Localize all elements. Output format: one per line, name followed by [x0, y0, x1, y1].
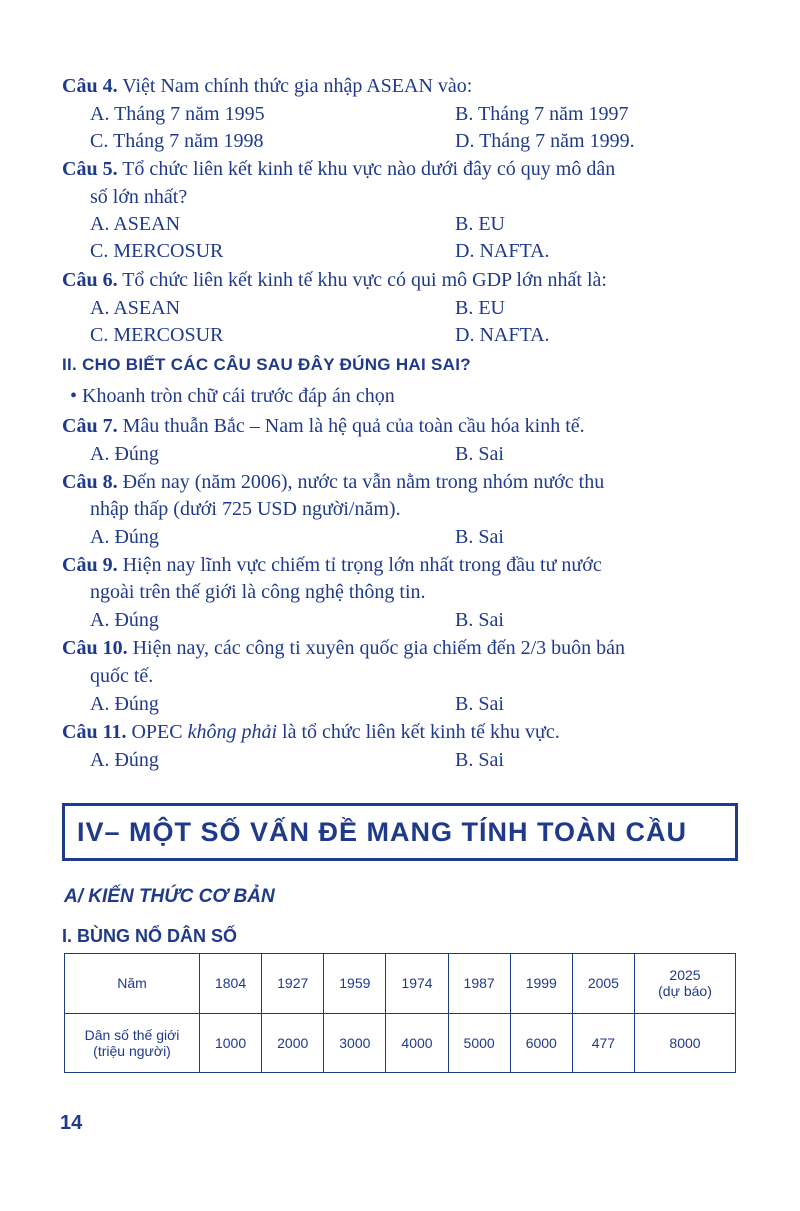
table-row-population: [65, 1013, 736, 1073]
q8-stem: Câu 8. Đến nay (năm 2006), nước ta vẫn nằm trong nhóm nước thu: [62, 471, 605, 493]
q4-option-c: C. Tháng 7 năm 1998: [90, 130, 264, 152]
q8-stem-cont: nhập thấp (dưới 725 USD người/năm).: [90, 498, 401, 520]
table-header-population: Dân số thế giới (triệu người): [65, 1013, 200, 1073]
table-cell-population: 4000: [386, 1013, 448, 1073]
table-cell-population: 8000: [634, 1013, 735, 1073]
q5-option-d: D. NAFTA.: [455, 240, 550, 262]
q6-stem: Câu 6. Tổ chức liên kết kinh tế khu vực có qui mô GDP lớn nhất là:: [62, 269, 607, 291]
q4-option-a: A. Tháng 7 năm 1995: [90, 103, 265, 125]
chapter-title: IV– MỘT SỐ VẤN ĐỀ MANG TÍNH TOÀN CẦU: [77, 816, 688, 847]
section-2-title: II. CHO BIẾT CÁC CÂU SAU ĐÂY ĐÚNG HAI SAI?: [62, 355, 471, 374]
q9-option-b: B. Sai: [455, 609, 504, 631]
q5-option-a: A. ASEAN: [90, 213, 181, 235]
q5-stem-cont: số lớn nhất?: [90, 186, 188, 208]
q6-option-d: D. NAFTA.: [455, 324, 550, 346]
table-cell-year: 1987: [448, 954, 510, 1014]
subheading-a: A/ KIẾN THỨC CƠ BẢN: [64, 886, 275, 907]
q11-option-a: A. Đúng: [90, 749, 159, 771]
table-cell-population: 2000: [262, 1013, 324, 1073]
q4-option-d: D. Tháng 7 năm 1999.: [455, 130, 635, 152]
q5-option-c: C. MERCOSUR: [90, 240, 224, 262]
table-cell-year: 1999: [510, 954, 572, 1014]
table-cell-population: 1000: [200, 1013, 262, 1073]
q7-option-b: B. Sai: [455, 443, 504, 465]
q9-stem-cont: ngoài trên thế giới là công nghệ thông tin.: [90, 581, 426, 603]
q4-option-b: B. Tháng 7 năm 1997: [455, 103, 629, 125]
q7-option-a: A. Đúng: [90, 443, 159, 465]
q5-option-b: B. EU: [455, 213, 505, 235]
subheading-i: I. BÙNG NỔ DÂN SỐ: [62, 926, 238, 946]
q11-option-b: B. Sai: [455, 749, 504, 771]
table-cell-population: 6000: [510, 1013, 572, 1073]
q8-option-a: A. Đúng: [90, 526, 159, 548]
q10-option-b: B. Sai: [455, 693, 504, 715]
chapter-banner: [62, 803, 738, 861]
table-cell-year-forecast: 2025 (dự báo): [634, 954, 735, 1014]
table-cell-year: 1804: [200, 954, 262, 1014]
table-cell-population: 3000: [324, 1013, 386, 1073]
q10-stem: Câu 10. Hiện nay, các công ti xuyên quốc gia chiếm đến 2/3 buôn bán: [62, 637, 626, 659]
table-header-year: Năm: [65, 954, 200, 1014]
table-cell-year: 1959: [324, 954, 386, 1014]
q7-stem: Câu 7. Mâu thuẫn Bắc – Nam là hệ quả của toàn cầu hóa kinh tế.: [62, 415, 585, 437]
q5-stem: Câu 5. Tổ chức liên kết kinh tế khu vực nào dưới đây có quy mô dân: [62, 158, 616, 180]
population-table: [64, 953, 736, 1073]
table-row-years: [65, 954, 736, 1014]
table-cell-year: 2005: [572, 954, 634, 1014]
q10-stem-cont: quốc tế.: [90, 665, 154, 687]
q6-option-b: B. EU: [455, 297, 505, 319]
q6-option-c: C. MERCOSUR: [90, 324, 224, 346]
table-cell-year: 1927: [262, 954, 324, 1014]
q6-option-a: A. ASEAN: [90, 297, 181, 319]
q11-stem: Câu 11. OPEC không phải là tổ chức liên kết kinh tế khu vực.: [62, 721, 560, 743]
page-number: 14: [60, 1112, 83, 1134]
table-cell-population: 5000: [448, 1013, 510, 1073]
q8-option-b: B. Sai: [455, 526, 504, 548]
table-cell-year: 1974: [386, 954, 448, 1014]
instruction-bullet: • Khoanh tròn chữ cái trước đáp án chọn: [70, 385, 395, 407]
q4-stem: Câu 4. Việt Nam chính thức gia nhập ASEAN vào:: [62, 75, 473, 97]
q10-option-a: A. Đúng: [90, 693, 159, 715]
q9-option-a: A. Đúng: [90, 609, 159, 631]
q9-stem: Câu 9. Hiện nay lĩnh vực chiếm tỉ trọng lớn nhất trong đầu tư nước: [62, 554, 602, 576]
table-cell-population: 477: [572, 1013, 634, 1073]
